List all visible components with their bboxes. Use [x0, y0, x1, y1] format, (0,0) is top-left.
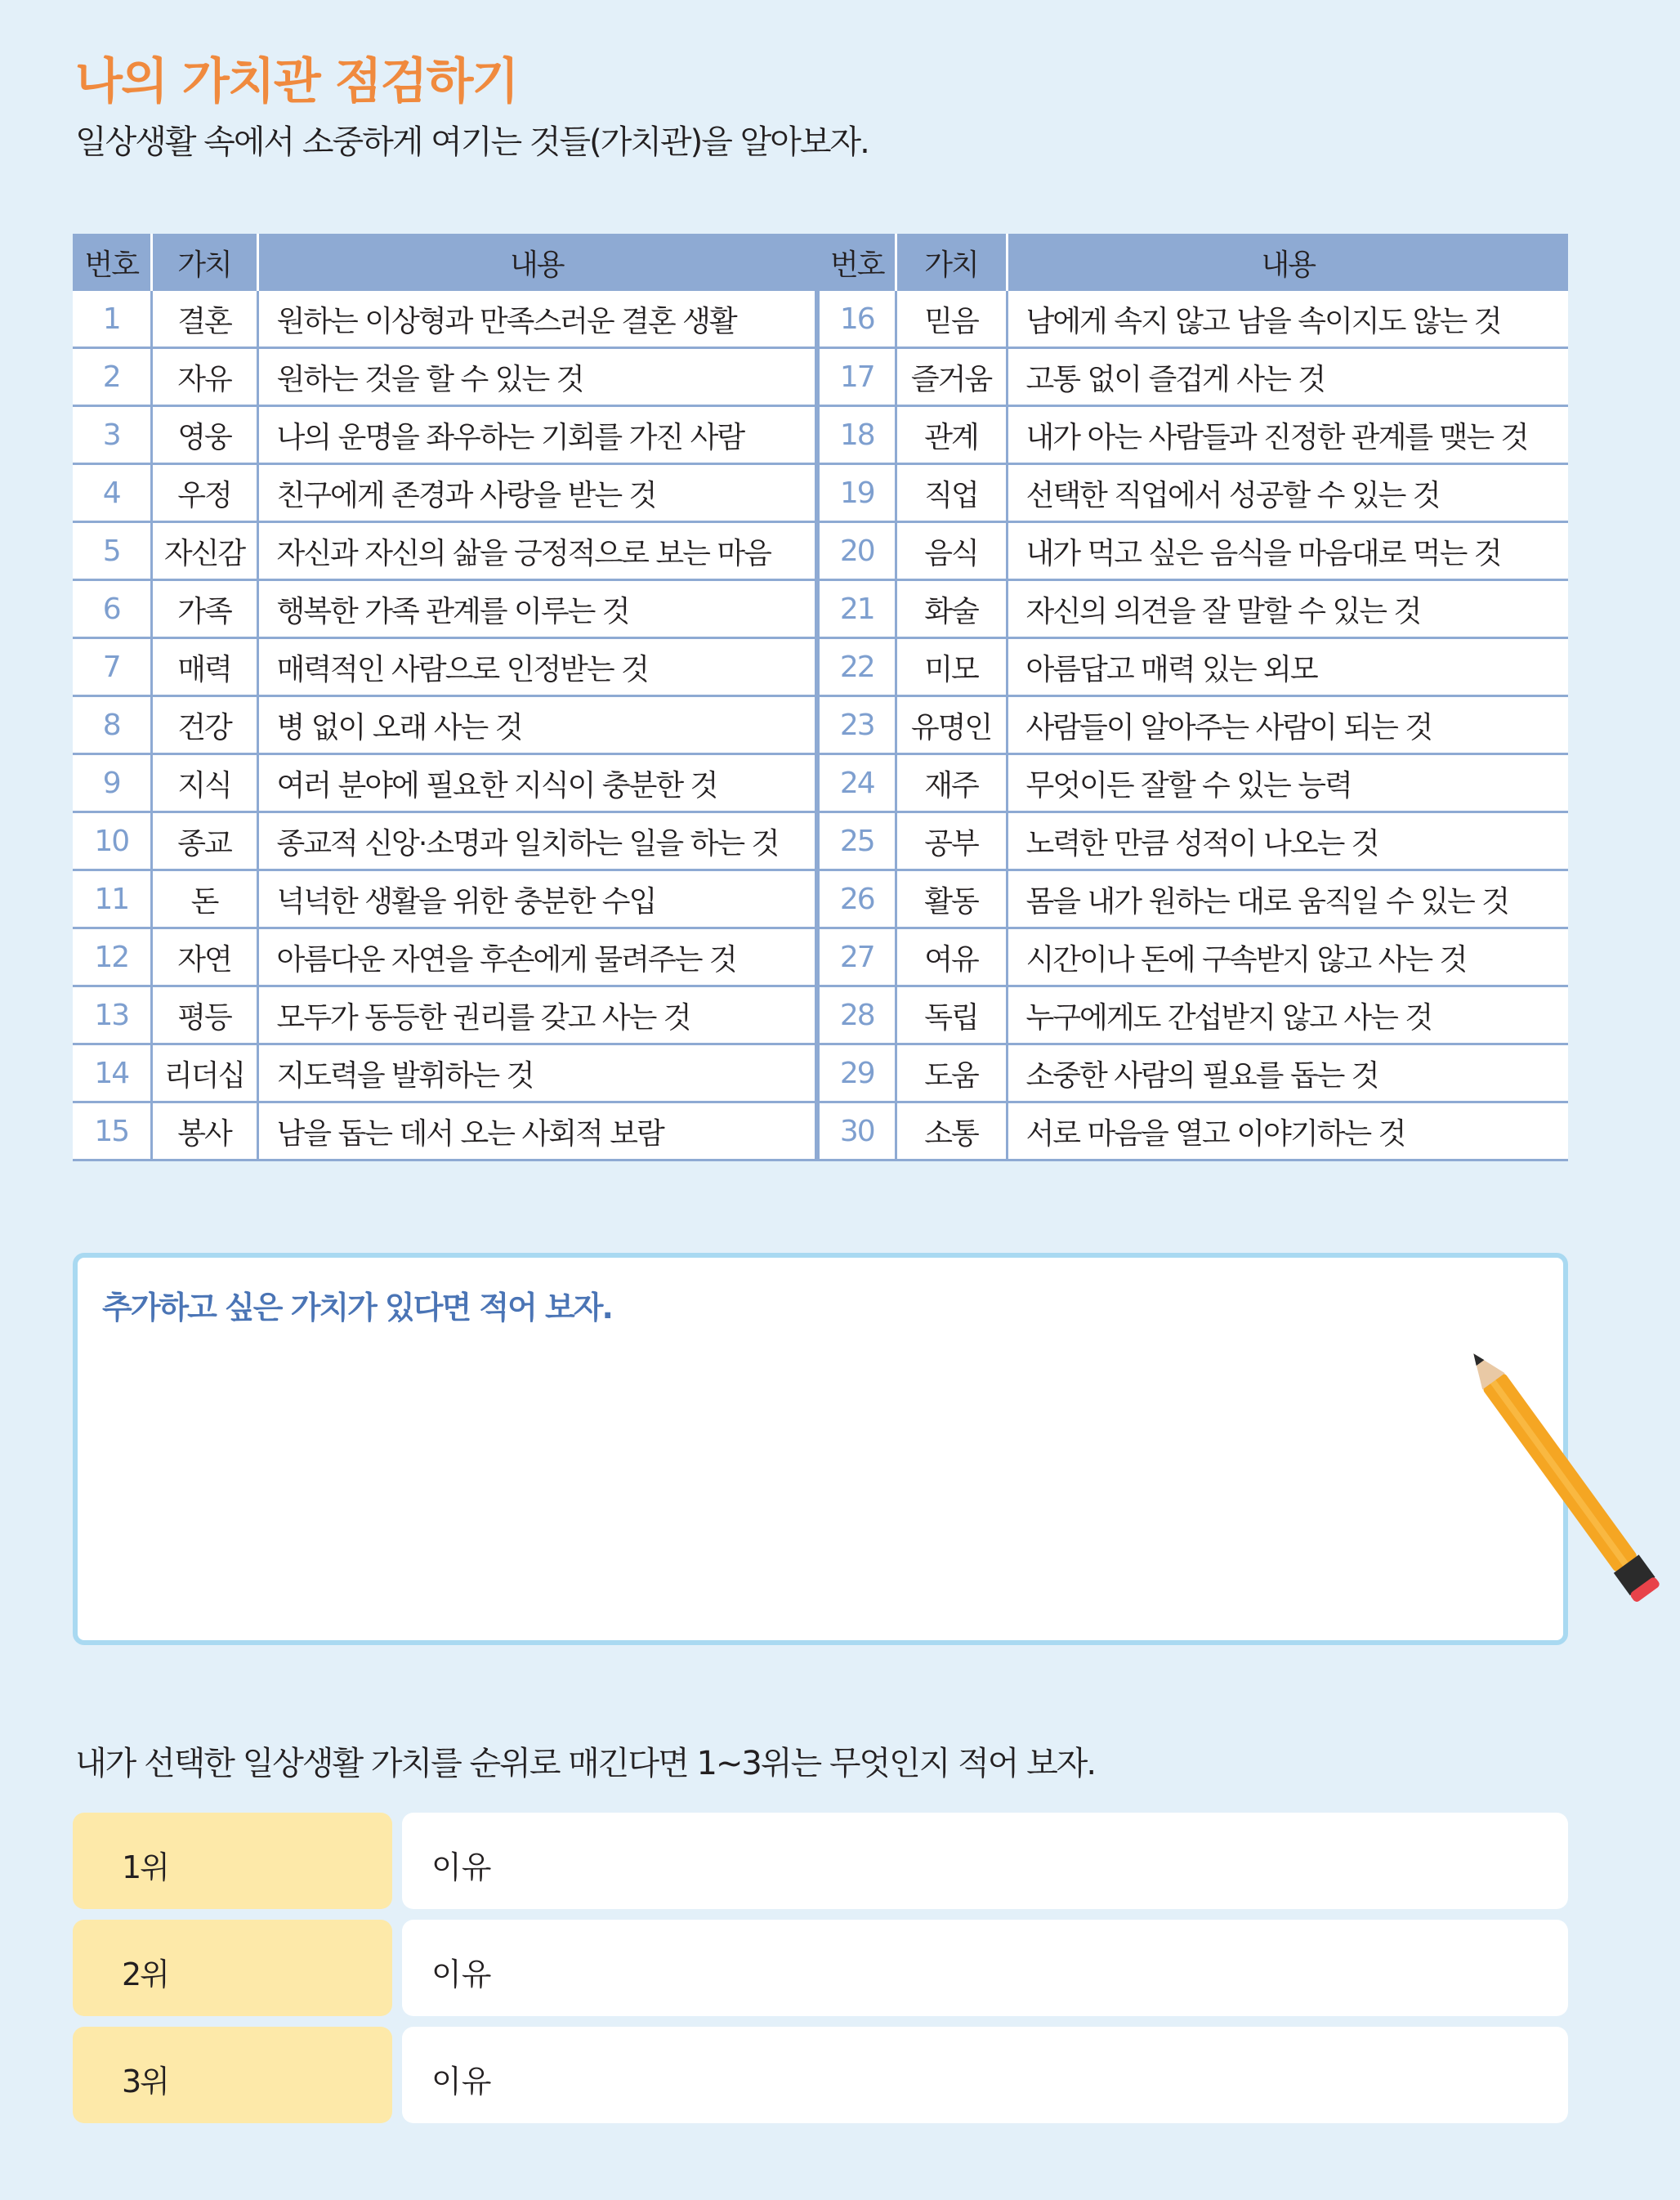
rank-row-2	[73, 1920, 1568, 2016]
cell-value: 지식	[151, 754, 257, 812]
cell-value: 평등	[151, 986, 257, 1044]
rank-label-cell	[73, 2027, 392, 2123]
cell-no: 5	[73, 522, 151, 580]
rank-label-cell	[73, 1920, 392, 2016]
cell-value: 음식	[896, 522, 1007, 580]
cell-value: 관계	[896, 406, 1007, 464]
cell-value: 돈	[151, 870, 257, 928]
cell-content: 내가 아는 사람들과 진정한 관계를 맺는 것	[1007, 406, 1568, 464]
cell-content: 내가 먹고 싶은 음식을 마음대로 먹는 것	[1007, 522, 1568, 580]
reason-field[interactable]	[402, 1813, 1568, 1909]
cell-no: 8	[73, 696, 151, 754]
cell-no: 23	[817, 696, 896, 754]
cell-no: 26	[817, 870, 896, 928]
cell-content: 행복한 가족 관계를 이루는 것	[257, 580, 817, 638]
table-row	[73, 638, 1568, 696]
cell-content: 아름답고 매력 있는 외모	[1007, 638, 1568, 696]
table-row	[73, 1044, 1568, 1102]
cell-content: 넉넉한 생활을 위한 충분한 수입	[257, 870, 817, 928]
table-row	[73, 870, 1568, 928]
cell-value: 자유	[151, 348, 257, 406]
table-row	[73, 406, 1568, 464]
cell-value: 매력	[151, 638, 257, 696]
cell-content: 여러 분야에 필요한 지식이 충분한 것	[257, 754, 817, 812]
page-subtitle: 일상생활 속에서 소중하게 여기는 것들(가치관)을 알아보자.	[75, 123, 869, 161]
cell-content: 무엇이든 잘할 수 있는 능력	[1007, 754, 1568, 812]
cell-no: 7	[73, 638, 151, 696]
pencil-illustration	[1446, 1324, 1680, 1634]
cell-no: 15	[73, 1102, 151, 1160]
cell-no: 27	[817, 928, 896, 986]
reason-label: 이유	[431, 1849, 492, 1885]
cell-content: 몸을 내가 원하는 대로 움직일 수 있는 것	[1007, 870, 1568, 928]
cell-no: 29	[817, 1044, 896, 1102]
cell-content: 남에게 속지 않고 남을 속이지도 않는 것	[1007, 291, 1568, 348]
rank-row-3	[73, 2027, 1568, 2123]
cell-content: 아름다운 자연을 후손에게 물려주는 것	[257, 928, 817, 986]
cell-content: 모두가 동등한 권리를 갖고 사는 것	[257, 986, 817, 1044]
rank-label-cell	[73, 1813, 392, 1909]
table-row	[73, 1102, 1568, 1160]
cell-content: 원하는 이상형과 만족스러운 결혼 생활	[257, 291, 817, 348]
cell-content: 종교적 신앙·소명과 일치하는 일을 하는 것	[257, 812, 817, 870]
cell-value: 건강	[151, 696, 257, 754]
header-value: 가치	[151, 234, 257, 291]
cell-no: 25	[817, 812, 896, 870]
cell-value: 영웅	[151, 406, 257, 464]
cell-no: 30	[817, 1102, 896, 1160]
cell-value: 직업	[896, 464, 1007, 522]
cell-content: 지도력을 발휘하는 것	[257, 1044, 817, 1102]
cell-value: 미모	[896, 638, 1007, 696]
cell-value: 자신감	[151, 522, 257, 580]
cell-content: 노력한 만큼 성적이 나오는 것	[1007, 812, 1568, 870]
cell-no: 16	[817, 291, 896, 348]
cell-content: 선택한 직업에서 성공할 수 있는 것	[1007, 464, 1568, 522]
cell-value: 즐거움	[896, 348, 1007, 406]
header-number: 번호	[73, 234, 151, 291]
cell-value: 봉사	[151, 1102, 257, 1160]
table-row	[73, 464, 1568, 522]
table-row	[73, 348, 1568, 406]
header-value: 가치	[896, 234, 1007, 291]
cell-no: 14	[73, 1044, 151, 1102]
table-row	[73, 812, 1568, 870]
cell-content: 누구에게도 간섭받지 않고 사는 것	[1007, 986, 1568, 1044]
table-row	[73, 696, 1568, 754]
cell-value: 자연	[151, 928, 257, 986]
table-row	[73, 580, 1568, 638]
cell-content: 소중한 사람의 필요를 돕는 것	[1007, 1044, 1568, 1102]
cell-value: 소통	[896, 1102, 1007, 1160]
reason-label: 이유	[431, 1956, 492, 1992]
table-row	[73, 522, 1568, 580]
cell-content: 서로 마음을 열고 이야기하는 것	[1007, 1102, 1568, 1160]
cell-value: 공부	[896, 812, 1007, 870]
cell-value: 우정	[151, 464, 257, 522]
cell-no: 6	[73, 580, 151, 638]
cell-content: 병 없이 오래 사는 것	[257, 696, 817, 754]
reason-label: 이유	[431, 2064, 492, 2099]
values-table	[73, 234, 1568, 1161]
cell-content: 나의 운명을 좌우하는 기회를 가진 사람	[257, 406, 817, 464]
cell-content: 고통 없이 즐겁게 사는 것	[1007, 348, 1568, 406]
cell-value: 활동	[896, 870, 1007, 928]
cell-no: 21	[817, 580, 896, 638]
cell-value: 가족	[151, 580, 257, 638]
rank-label: 3위	[122, 2064, 168, 2099]
cell-content: 친구에게 존경과 사랑을 받는 것	[257, 464, 817, 522]
cell-no: 13	[73, 986, 151, 1044]
cell-content: 자신의 의견을 잘 말할 수 있는 것	[1007, 580, 1568, 638]
cell-no: 18	[817, 406, 896, 464]
table-row	[73, 928, 1568, 986]
reason-field[interactable]	[402, 2027, 1568, 2123]
table-row	[73, 754, 1568, 812]
add-value-prompt: 추가하고 싶은 가치가 있다면 적어 보자.	[102, 1290, 612, 1326]
table-row	[73, 291, 1568, 348]
cell-no: 10	[73, 812, 151, 870]
table-header-row	[73, 234, 1568, 291]
cell-no: 24	[817, 754, 896, 812]
cell-no: 9	[73, 754, 151, 812]
cell-content: 매력적인 사람으로 인정받는 것	[257, 638, 817, 696]
header-content: 내용	[1007, 234, 1568, 291]
cell-content: 원하는 것을 할 수 있는 것	[257, 348, 817, 406]
cell-content: 남을 돕는 데서 오는 사회적 보람	[257, 1102, 817, 1160]
cell-value: 결혼	[151, 291, 257, 348]
cell-value: 믿음	[896, 291, 1007, 348]
table-row	[73, 986, 1568, 1044]
cell-no: 1	[73, 291, 151, 348]
cell-value: 리더십	[151, 1044, 257, 1102]
header-number: 번호	[817, 234, 896, 291]
reason-field[interactable]	[402, 1920, 1568, 2016]
cell-value: 도움	[896, 1044, 1007, 1102]
add-value-box[interactable]	[73, 1253, 1568, 1645]
header-content: 내용	[257, 234, 817, 291]
cell-value: 재주	[896, 754, 1007, 812]
cell-value: 종교	[151, 812, 257, 870]
cell-no: 17	[817, 348, 896, 406]
cell-no: 19	[817, 464, 896, 522]
cell-no: 28	[817, 986, 896, 1044]
cell-no: 22	[817, 638, 896, 696]
cell-content: 자신과 자신의 삶을 긍정적으로 보는 마음	[257, 522, 817, 580]
page-title: 나의 가치관 점검하기	[75, 53, 518, 110]
cell-no: 2	[73, 348, 151, 406]
rank-label: 2위	[122, 1956, 168, 1992]
cell-no: 12	[73, 928, 151, 986]
cell-value: 독립	[896, 986, 1007, 1044]
cell-value: 여유	[896, 928, 1007, 986]
cell-no: 3	[73, 406, 151, 464]
cell-content: 시간이나 돈에 구속받지 않고 사는 것	[1007, 928, 1568, 986]
cell-value: 화술	[896, 580, 1007, 638]
cell-no: 4	[73, 464, 151, 522]
ranking-question: 내가 선택한 일상생활 가치를 순위로 매긴다면 1~3위는 무엇인지 적어 보자.	[75, 1745, 1096, 1782]
cell-no: 20	[817, 522, 896, 580]
rank-row-1	[73, 1813, 1568, 1909]
cell-content: 사람들이 알아주는 사람이 되는 것	[1007, 696, 1568, 754]
cell-no: 11	[73, 870, 151, 928]
rank-label: 1위	[122, 1849, 168, 1885]
cell-value: 유명인	[896, 696, 1007, 754]
